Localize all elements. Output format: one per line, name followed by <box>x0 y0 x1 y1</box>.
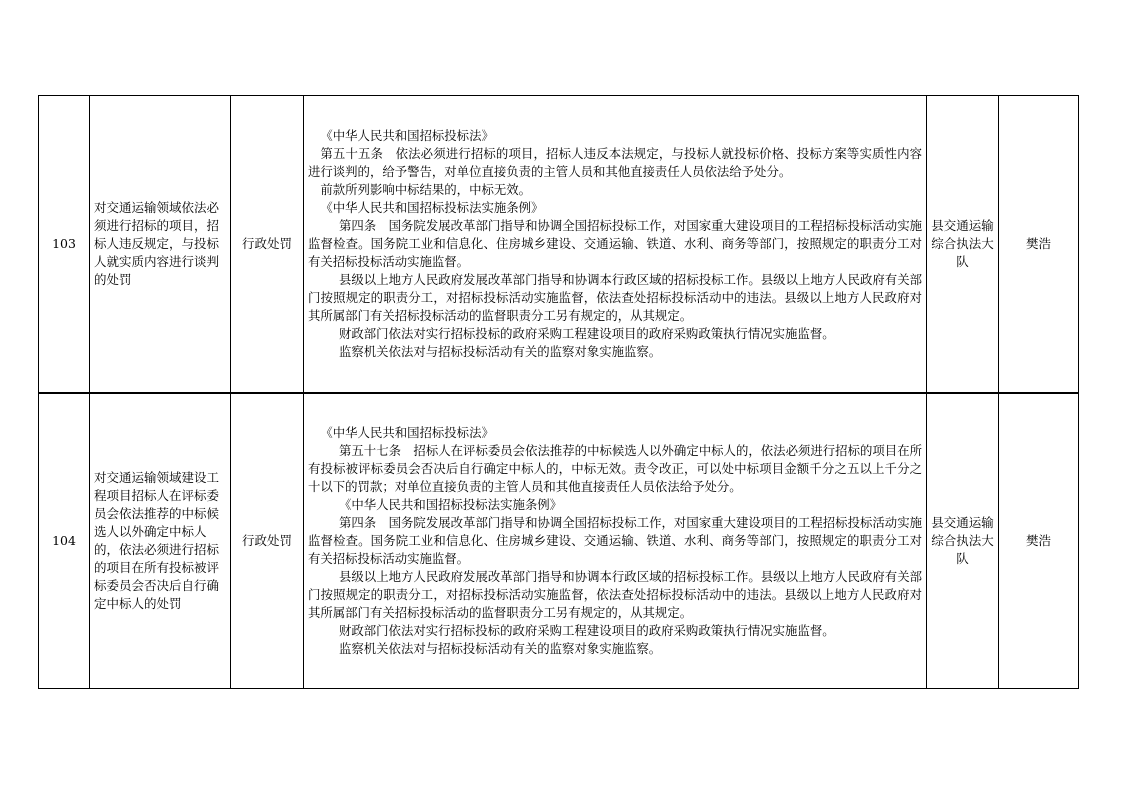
basis-law-title: 《中华人民共和国招标投标法实施条例》 <box>320 200 544 215</box>
item-category: 行政处罚 <box>231 394 304 689</box>
responsible-department: 县交通运输综合执法大队 <box>927 96 999 393</box>
basis-paragraph: 前款所列影响中标结果的，中标无效。 <box>320 182 532 197</box>
item-name: 对交通运输领域依法必须进行招标的项目，招标人违反规定，与投标人就实质内容进行谈判的处罚 <box>90 96 231 393</box>
basis-paragraph: 财政部门依法对实行招标投标的政府采购工程建设项目的政府采购政策执行情况实施监督。 <box>339 326 835 341</box>
table-row <box>39 394 1079 689</box>
row-number: 103 <box>39 96 90 393</box>
basis-paragraph: 监察机关依法对与招标投标活动有关的监察对象实施监察。 <box>339 344 662 359</box>
basis-law-title: 《中华人民共和国招标投标法》 <box>320 425 494 440</box>
basis-article: 第四条 国务院发展改革部门指导和协调全国招标投标工作，对国家重大建设项目的工程招标投标活动实施监督检查。国务院工业和信息化、住房城乡建设、交通运输、铁道、水利、商务等部门，按照规定的职责分工对有关招标投标活动实施监督。 <box>308 515 922 566</box>
table-row <box>39 96 1079 393</box>
basis-law-title: 《中华人民共和国招标投标法》 <box>320 128 494 143</box>
row-number: 104 <box>39 394 90 689</box>
basis-law-title: 《中华人民共和国招标投标法实施条例》 <box>339 497 563 512</box>
basis-paragraph: 县级以上地方人民政府发展改革部门指导和协调本行政区域的招标投标工作。县级以上地方人民政府有关部门按照规定的职责分工，对招标投标活动实施监督，依法查处招标投标活动中的违法。县级以上地方人民政府对其所属部门有关招标投标活动的监督职责分工另有规定的，从其规定。 <box>308 569 922 620</box>
responsible-department: 县交通运输综合执法大队 <box>927 394 999 689</box>
basis-article: 第四条 国务院发展改革部门指导和协调全国招标投标工作，对国家重大建设项目的工程招标投标活动实施监督检查。国务院工业和信息化、住房城乡建设、交通运输、铁道、水利、商务等部门，按照规定的职责分工对有关招标投标活动实施监督。 <box>308 218 922 269</box>
basis-article: 第五十七条 招标人在评标委员会依法推荐的中标候选人以外确定中标人的，依法必须进行招标的项目在所有投标被评标委员会否决后自行确定中标人的，中标无效。责令改正，可以处中标项目金额千分之五以上千分之十以下的罚款；对单位直接负责的主管人员和其他直接责任人员依法给予处分。 <box>308 443 922 494</box>
legal-basis <box>304 96 927 393</box>
basis-article: 第五十五条 依法必须进行招标的项目，招标人违反本法规定，与投标人就投标价格、投标方案等实质性内容进行谈判的，给予警告，对单位直接负责的主管人员和其他直接责任人员依法给予处分。 <box>308 146 922 179</box>
item-name: 对交通运输领域建设工程项目招标人在评标委员会依法推荐的中标候选人以外确定中标人的，依法必须进行招标的项目在所有投标被评标委员会否决后自行确定中标人的处罚 <box>90 394 231 689</box>
responsible-person: 樊浩 <box>999 394 1079 689</box>
basis-paragraph: 监察机关依法对与招标投标活动有关的监察对象实施监察。 <box>339 641 662 656</box>
item-category: 行政处罚 <box>231 96 304 393</box>
responsible-person: 樊浩 <box>999 96 1079 393</box>
basis-paragraph: 县级以上地方人民政府发展改革部门指导和协调本行政区域的招标投标工作。县级以上地方人民政府有关部门按照规定的职责分工，对招标投标活动实施监督，依法查处招标投标活动中的违法。县级以上地方人民政府对其所属部门有关招标投标活动的监督职责分工另有规定的，从其规定。 <box>308 272 922 323</box>
basis-paragraph: 财政部门依法对实行招标投标的政府采购工程建设项目的政府采购政策执行情况实施监督。 <box>339 623 835 638</box>
legal-basis <box>304 394 927 689</box>
enforcement-table <box>38 95 1079 689</box>
